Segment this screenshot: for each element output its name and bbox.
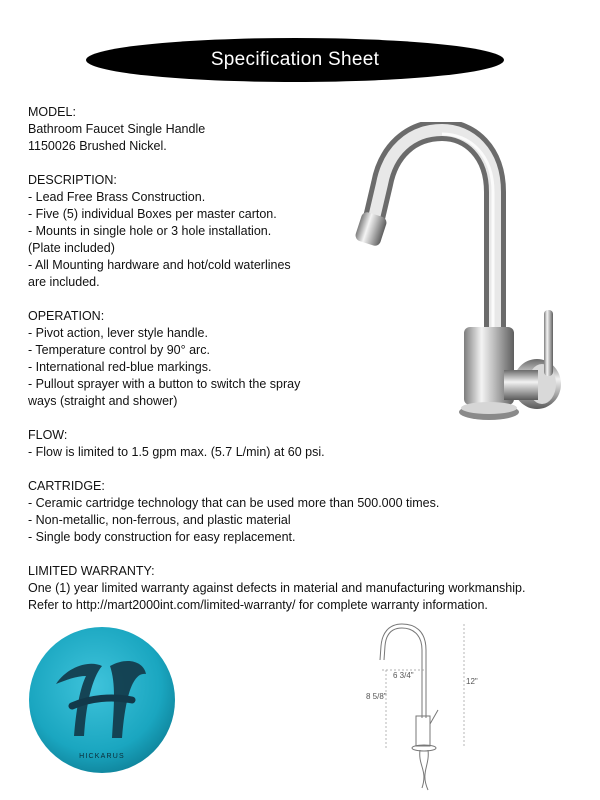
description-section: [28, 172, 328, 291]
operation-line: - International red-blue markings.: [28, 360, 212, 374]
operation-line: - Pullout sprayer with a button to switch the spray: [28, 377, 301, 391]
model-heading: MODEL:: [28, 105, 76, 119]
flow-line: - Flow is limited to 1.5 gpm max. (5.7 L/min) at 60 psi.: [28, 445, 325, 459]
hickarus-logo-icon: [28, 626, 176, 774]
warranty-section: [28, 563, 568, 614]
description-line: (Plate included): [28, 241, 115, 255]
model-line: 1150026 Brushed Nickel.: [28, 139, 167, 153]
operation-line: - Temperature control by 90° arc.: [28, 343, 210, 357]
page-title: Specification Sheet: [210, 49, 380, 70]
flow-section: [28, 427, 568, 461]
warranty-heading: LIMITED WARRANTY:: [28, 564, 155, 578]
description-heading: DESCRIPTION:: [28, 173, 117, 187]
description-line: - Mounts in single hole or 3 hole installation.: [28, 224, 272, 238]
title-banner: [86, 38, 504, 82]
operation-section: [28, 308, 328, 410]
cartridge-heading: CARTRIDGE:: [28, 479, 105, 493]
model-line: Bathroom Faucet Single Handle: [28, 122, 206, 136]
dimension-spout-label: 8 5/8": [366, 692, 387, 701]
cartridge-line: - Non-metallic, non-ferrous, and plastic material: [28, 513, 291, 527]
cartridge-line: - Single body construction for easy replacement.: [28, 530, 296, 544]
description-line: - Five (5) individual Boxes per master carton.: [28, 207, 277, 221]
description-line: - Lead Free Brass Construction.: [28, 190, 206, 204]
logo-brand-text: HICKARUS: [79, 753, 125, 760]
dimension-width-label: 6 3/4": [393, 671, 414, 680]
dimension-height-label: 12": [466, 677, 478, 686]
flow-heading: FLOW:: [28, 428, 68, 442]
description-line: - All Mounting hardware and hot/cold waterlines: [28, 258, 291, 272]
model-section: [28, 104, 328, 155]
faucet-dimension-drawing: [372, 620, 482, 796]
operation-line: - Pivot action, lever style handle.: [28, 326, 208, 340]
cartridge-section: [28, 478, 568, 546]
warranty-line: Refer to http://mart2000int.com/limited-warranty/ for complete warranty information.: [28, 598, 488, 612]
faucet-photo-icon: [352, 122, 572, 432]
description-line: are included.: [28, 275, 100, 289]
warranty-line: One (1) year limited warranty against defects in material and manufacturing workmanship.: [28, 581, 526, 595]
operation-heading: OPERATION:: [28, 309, 105, 323]
cartridge-line: - Ceramic cartridge technology that can be used more than 500.000 times.: [28, 496, 440, 510]
operation-line: ways (straight and shower): [28, 394, 178, 408]
